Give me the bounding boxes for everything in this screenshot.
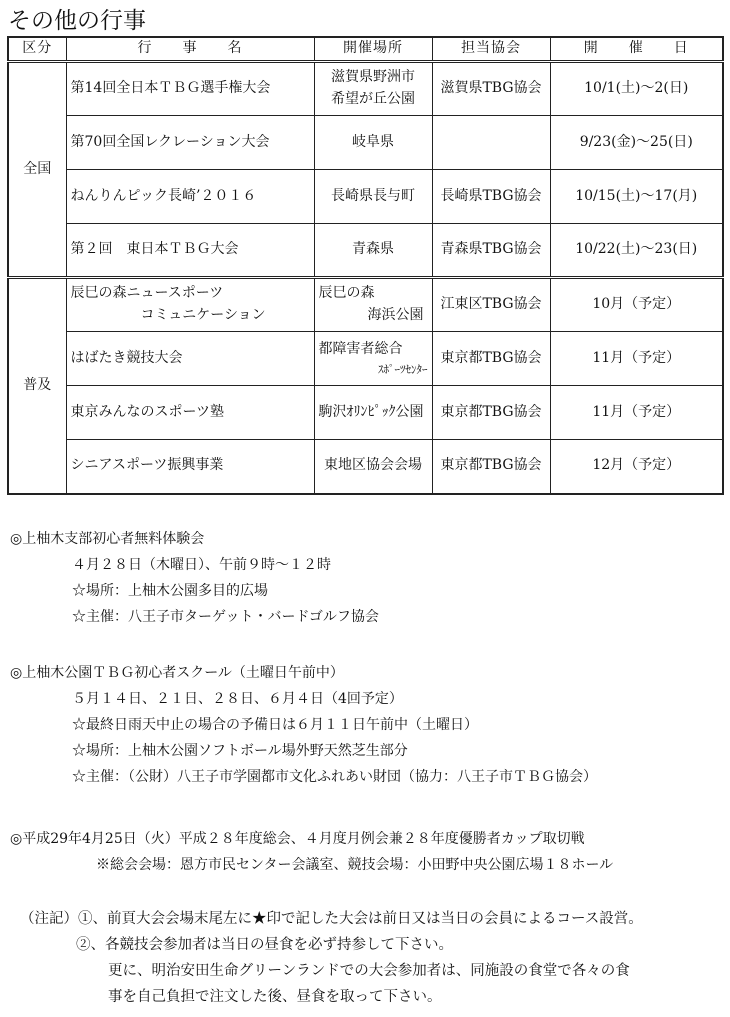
table-row [8,386,723,440]
table-row [8,278,723,332]
event-name: ねんりんピック長崎’２０１６ [66,170,314,224]
notes [20,906,643,1010]
table-row [8,224,723,278]
event-place: 辰巳の森 海浜公園 [314,278,432,332]
event-name: 辰巳の森ニュースポーツ コミュニケーション [66,278,314,332]
section-trial-session [10,526,379,630]
event-date: 10/1(土)～2(日) [550,62,723,116]
event-name: はばたき競技大会 [66,332,314,386]
event-assoc: 東京都TBG協会 [432,386,550,440]
section-line: ☆最終日雨天中止の場合の予備日は６月１１日午前中（土曜日） [72,717,478,733]
event-assoc: 東京都TBG協会 [432,332,550,386]
section-heading: ◎平成29年4月25日（火）平成２８年度総会、４月度月例会兼２８年度優勝者カップ取切戦 [10,831,585,847]
event-date: 11月（予定） [550,332,723,386]
page-title: その他の行事 [8,8,146,34]
event-date: 9/23(金)～25(日) [550,116,723,170]
note-line: （注記）①、前頁大会会場末尾左に★印で記した大会は前日又は当日の会員によるコース設営。 [20,911,643,927]
event-place: 東地区協会会場 [314,440,432,494]
event-place: 滋賀県野洲市 希望が丘公園 [314,62,432,116]
header-category: 区分 [8,37,66,62]
section-line: ５月１４日、２１日、２８日、６月４日（4回予定） [72,691,403,707]
table-row [8,116,723,170]
event-date: 10/22(土)～23(日) [550,224,723,278]
category-cell: 普及 [8,278,66,494]
event-name: シニアスポーツ振興事業 [66,440,314,494]
header-date: 開 催 日 [550,37,723,62]
section-line: ４月２８日（木曜日）、午前９時～１２時 [72,557,331,573]
event-place: 駒沢ｵﾘﾝﾋﾟｯｸ公園 [314,386,432,440]
header-assoc: 担当協会 [432,37,550,62]
event-date: 12月（予定） [550,440,723,494]
event-name: 第70回全国レクレーション大会 [66,116,314,170]
section-line: ☆場所：上柚木公園ソフトボール場外野天然芝生部分 [72,743,408,759]
event-name: 東京みんなのスポーツ塾 [66,386,314,440]
event-place: 長崎県長与町 [314,170,432,224]
event-assoc: 青森県TBG協会 [432,224,550,278]
section-line: ☆場所：上柚木公園多目的広場 [72,583,268,599]
table-row [8,62,723,116]
note-line: 事を自己負担で注文した後、昼食を取って下さい。 [108,989,442,1005]
section-heading: ◎上柚木公園ＴＢＧ初心者スクール（土曜日午前中） [10,665,344,681]
event-date: 10月（予定） [550,278,723,332]
events-table [7,36,724,495]
section-general-meeting [10,826,613,878]
event-assoc [432,116,550,170]
section-line: ※総会会場：恩方市民センター会議室、競技会場：小田野中央公園広場１８ホール [96,857,614,873]
section-heading: ◎上柚木支部初心者無料体験会 [10,531,205,547]
event-place: 青森県 [314,224,432,278]
event-place: 都障害者総合 ｽﾎﾟｰﾂｾﾝﾀｰ [314,332,432,386]
table-row [8,170,723,224]
section-line: ☆主催：八王子市ターゲット・バードゴルフ協会 [72,609,379,625]
header-event: 行 事 名 [66,37,314,62]
header-place: 開催場所 [314,37,432,62]
table-row [8,332,723,386]
category-cell: 全国 [8,62,66,278]
section-beginner-school [10,660,597,790]
event-name: 第２回 東日本ＴＢＧ大会 [66,224,314,278]
event-assoc: 江東区TBG協会 [432,278,550,332]
event-place: 岐阜県 [314,116,432,170]
event-name: 第14回全日本ＴＢＧ選手権大会 [66,62,314,116]
note-line: 更に、明治安田生命グリーンランドでの大会参加者は、同施設の食堂で各々の食 [108,963,630,979]
event-assoc: 長崎県TBG協会 [432,170,550,224]
event-assoc: 東京都TBG協会 [432,440,550,494]
section-line: ☆主催：（公財）八王子市学園都市文化ふれあい財団（協力：八王子市ＴＢＧ協会） [72,769,597,785]
table-header-row [8,37,723,62]
event-date: 10/15(土)～17(月) [550,170,723,224]
event-date: 11月（予定） [550,386,723,440]
event-assoc: 滋賀県TBG協会 [432,62,550,116]
note-line: ②、各競技会参加者は当日の昼食を必ず持参して下さい。 [76,937,453,953]
table-row [8,440,723,494]
